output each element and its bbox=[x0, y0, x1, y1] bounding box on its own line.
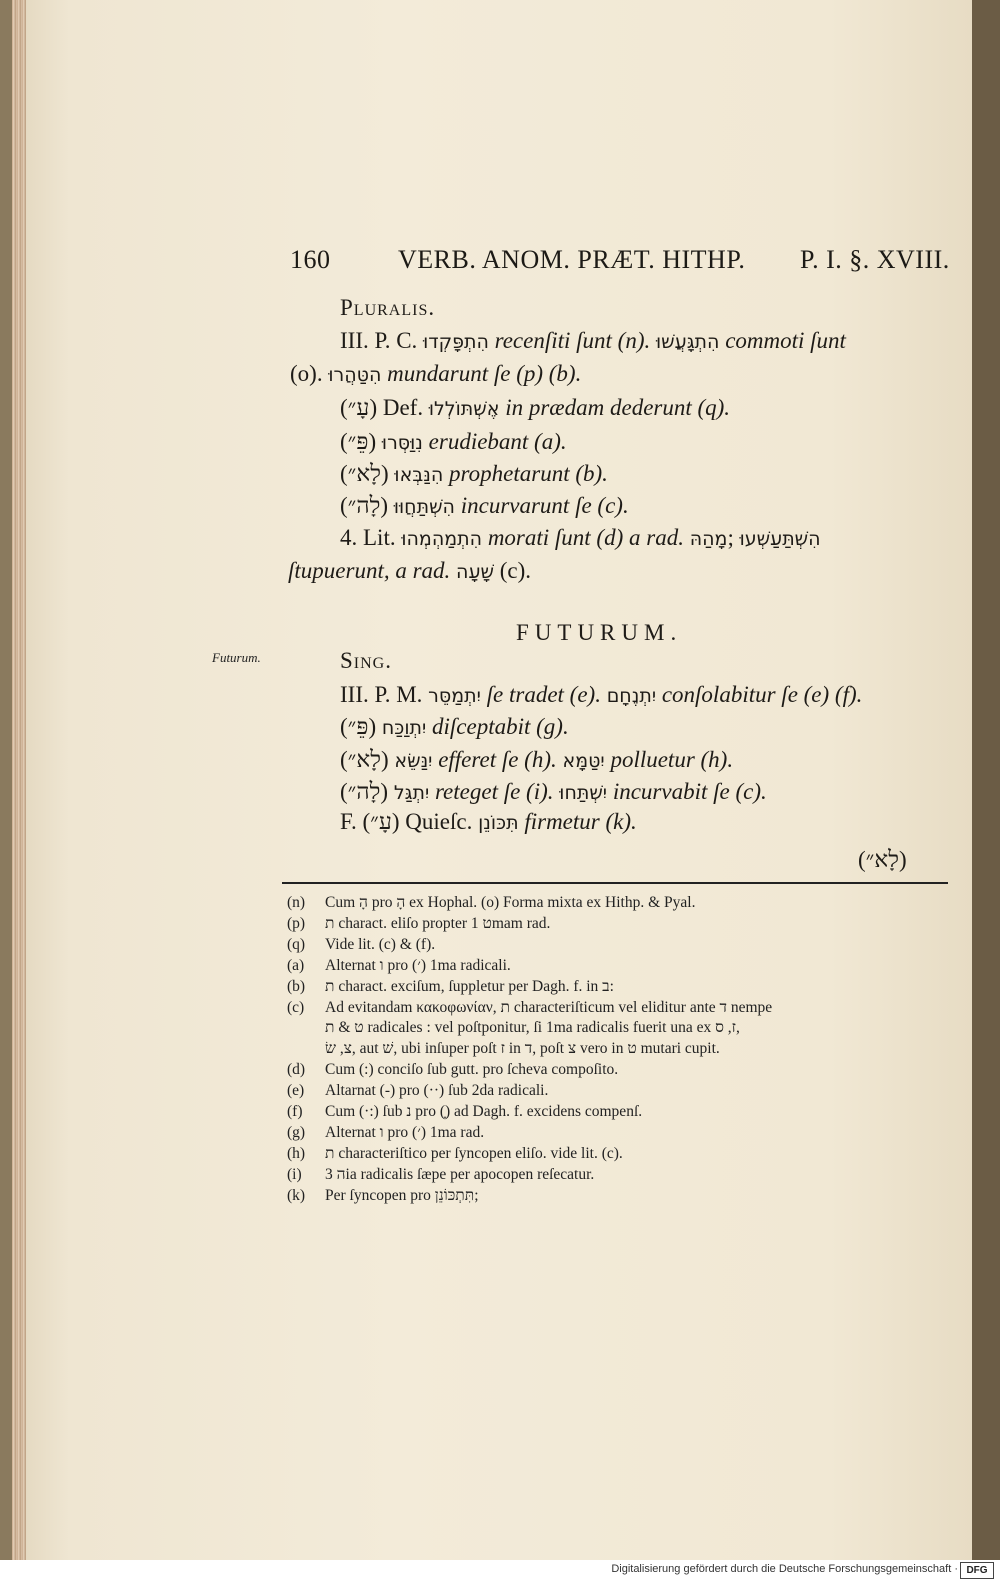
hebrew-word: יִתְמַסֵּר bbox=[428, 685, 481, 707]
hebrew-word: יִטַּמָּא bbox=[562, 750, 605, 772]
hebrew-word: הִטַּהֲרוּ bbox=[328, 364, 382, 386]
footnote-text: Alternat ו pro (׳) 1ma radicali. bbox=[325, 956, 511, 974]
footnote-text: Alternat ו pro (׳) 1ma rad. bbox=[325, 1123, 485, 1141]
text-line: (פֵּ״) יִתְוַכַּח diſceptabit (g). bbox=[340, 714, 569, 739]
catchword: (לָא״) bbox=[858, 847, 907, 872]
footnote bbox=[287, 1186, 479, 1205]
section-marker: P. I. §. XVIII. bbox=[800, 245, 950, 274]
text-line: (פֵּ״) נִוַּסְּרוּ erudiebant (a). bbox=[340, 429, 567, 454]
hebrew-word: מָהַהּ bbox=[689, 528, 728, 550]
hebrew-word: הִשְׁתַּעַשְׁעוּ bbox=[739, 528, 821, 550]
hebrew-word: הִתְפָּקְדוּ bbox=[423, 331, 489, 353]
footnote-label: (p) bbox=[287, 914, 306, 932]
heading-pluralis: Pluralis. bbox=[340, 295, 436, 320]
footnote bbox=[287, 1144, 623, 1163]
footnote bbox=[287, 998, 772, 1017]
hebrew-word: יִתְנֶחָם bbox=[606, 685, 657, 707]
footnote-label: (h) bbox=[287, 1144, 306, 1162]
footnote-text: צ, שׂ, aut שׁ, ubi inſuper poſt ז in ד, poſt צ vero in ט mutari cupit. bbox=[325, 1040, 720, 1058]
text-line: 4. Lit. הִתְמַהְמְהוּ morati ſunt (d) a rad. מָהַהּ; הִשְׁתַּעַשְׁעוּ bbox=[340, 525, 821, 550]
running-title: VERB. ANOM. PRÆT. HITHP. bbox=[398, 245, 746, 274]
page-number: 160 bbox=[290, 245, 331, 274]
footnote-label: (e) bbox=[287, 1082, 305, 1100]
footnote-label: (a) bbox=[287, 956, 305, 974]
footnote-label: (b) bbox=[287, 977, 306, 995]
footnote bbox=[287, 1039, 720, 1058]
footnote bbox=[287, 1060, 618, 1079]
hebrew-word: יִתְגַּל bbox=[393, 782, 430, 804]
footnote bbox=[287, 1102, 642, 1121]
footnote-text: Cum הָ pro הָ ex Hophal. (o) Forma mixta ex Hithp. & Pyal. bbox=[325, 894, 696, 911]
footnote-text: ת charact. exciſum, ſuppletur per Dagh. f. in ב: bbox=[325, 977, 614, 995]
hebrew-word: הִנַּבְּאוּ bbox=[394, 464, 444, 486]
hebrew-word: אֶשְׁתּוֹלְלוּ bbox=[428, 398, 500, 420]
footnote-text: Cum (:) conciſo ſub gutt. pro ſcheva compoſito. bbox=[325, 1061, 619, 1079]
text-line: (לָא״) יִנַּשֵּׂא efferet ſe (h). יִטַּמָּא polluetur (h). bbox=[340, 747, 734, 772]
footnote-label: (q) bbox=[287, 935, 306, 953]
hebrew-word: הִשְׁתַּחֲוּוּ bbox=[393, 496, 455, 518]
hebrew-word: יִנַּשֵּׂא bbox=[394, 750, 433, 772]
footnote-text: ת charact. eliſo propter ט 1mam rad. bbox=[325, 914, 551, 932]
text-line: (לָא״) הִנַּבְּאוּ prophetarunt (b). bbox=[340, 461, 608, 486]
footnote bbox=[287, 1081, 548, 1100]
text-line: (לָה״) יִתְגַּל reteget ſe (i). יִשְׁתַּחוּ incurvabit ſe (c). bbox=[340, 779, 767, 804]
text-line: III. P. C. הִתְפָּקְדוּ recenſiti ſunt (n). הִתְגָּעֲשׁוּ commoti ſunt bbox=[340, 328, 846, 353]
footnote-text: ט & ת radicales : vel poſtponitur, ſi 1ma radicalis fuerit una ex ז, ס, bbox=[325, 1019, 740, 1037]
footnote-label: (f) bbox=[287, 1103, 303, 1120]
footnote-text: Vide lit. (c) & (f). bbox=[325, 935, 436, 953]
hebrew-word: יִשְׁתַּחוּ bbox=[559, 782, 608, 804]
text-line: F. (עָ״) Quieſc. תִּכּוֹנֵן firmetur (k). bbox=[340, 809, 637, 834]
footnote bbox=[287, 935, 435, 954]
footnote-label: (k) bbox=[287, 1186, 306, 1204]
footnote-label: (d) bbox=[287, 1061, 306, 1079]
footnote-text: Per ſyncopen pro תִּתְכּוֹנֵן; bbox=[325, 1186, 479, 1204]
scan-background-strip bbox=[972, 0, 1000, 1560]
hebrew-word: נִוַּסְּרוּ bbox=[381, 432, 423, 454]
footnote bbox=[287, 1018, 740, 1037]
footnote-label: (n) bbox=[287, 894, 306, 911]
bleed-through-mark bbox=[190, 298, 260, 378]
hebrew-word: יִתְוַכַּח bbox=[381, 717, 427, 739]
footnote-text: ת characteriſtico per ſyncopen eliſo. vide lit. (c). bbox=[325, 1144, 623, 1162]
heading-futurum: FUTURUM. bbox=[516, 620, 683, 645]
funding-credit: Digitalisierung gefördert durch die Deutsche Forschungsgemeinschaft · bbox=[611, 1563, 958, 1575]
text-line: ſtupuerunt, a rad. שָׁעָה (c). bbox=[288, 558, 532, 583]
footnote-label: (i) bbox=[287, 1165, 302, 1183]
footnote bbox=[287, 956, 511, 975]
footnote-text: ה 3ia radicalis ſæpe per apocopen reſecatur. bbox=[325, 1165, 595, 1183]
text-line: (לָה״) הִשְׁתַּחֲוּוּ incurvarunt ſe (c). bbox=[340, 493, 629, 518]
text-line: (o). הִטַּהֲרוּ mundarunt ſe (p) (b). bbox=[290, 361, 582, 386]
footnote-text: Altarnat (-) pro (··) ſub 2da radicali. bbox=[325, 1082, 549, 1100]
heading-sing: Sing. bbox=[340, 648, 392, 673]
footnote bbox=[287, 914, 550, 933]
page-edge bbox=[12, 0, 26, 1560]
dfg-logo: DFG bbox=[960, 1562, 994, 1579]
hebrew-word: תִּכּוֹנֵן bbox=[478, 812, 519, 834]
margin-note-futurum: Futurum. bbox=[212, 650, 261, 665]
hebrew-word: הִתְמַהְמְהוּ bbox=[401, 528, 483, 550]
footnote-text: Ad evitandam κακοφωνίαν, ת characteriſticum vel eliditur ante ד nempe bbox=[325, 998, 773, 1016]
footnote bbox=[287, 893, 695, 912]
footnote-label: (g) bbox=[287, 1123, 306, 1141]
footnote-label: (c) bbox=[287, 998, 305, 1016]
footnote bbox=[287, 1165, 594, 1184]
text-line: III. P. M. יִתְמַסֵּר ſe tradet (e). יִתְנֶחָם conſolabitur ſe (e) (f). bbox=[340, 682, 863, 707]
footnote-text: Cum (·:) ſub נ pro (ָ) ad Dagh. f. excidens compenſ. bbox=[325, 1103, 643, 1120]
footnote-rule bbox=[282, 882, 948, 884]
footnote bbox=[287, 977, 614, 996]
text-line: (עָ״) Def. אֶשְׁתּוֹלְלוּ in prædam dederunt (q). bbox=[340, 395, 731, 420]
hebrew-word: שָׁעָה bbox=[456, 561, 494, 583]
footnote bbox=[287, 1123, 484, 1142]
hebrew-word: הִתְגָּעֲשׁוּ bbox=[656, 331, 720, 353]
